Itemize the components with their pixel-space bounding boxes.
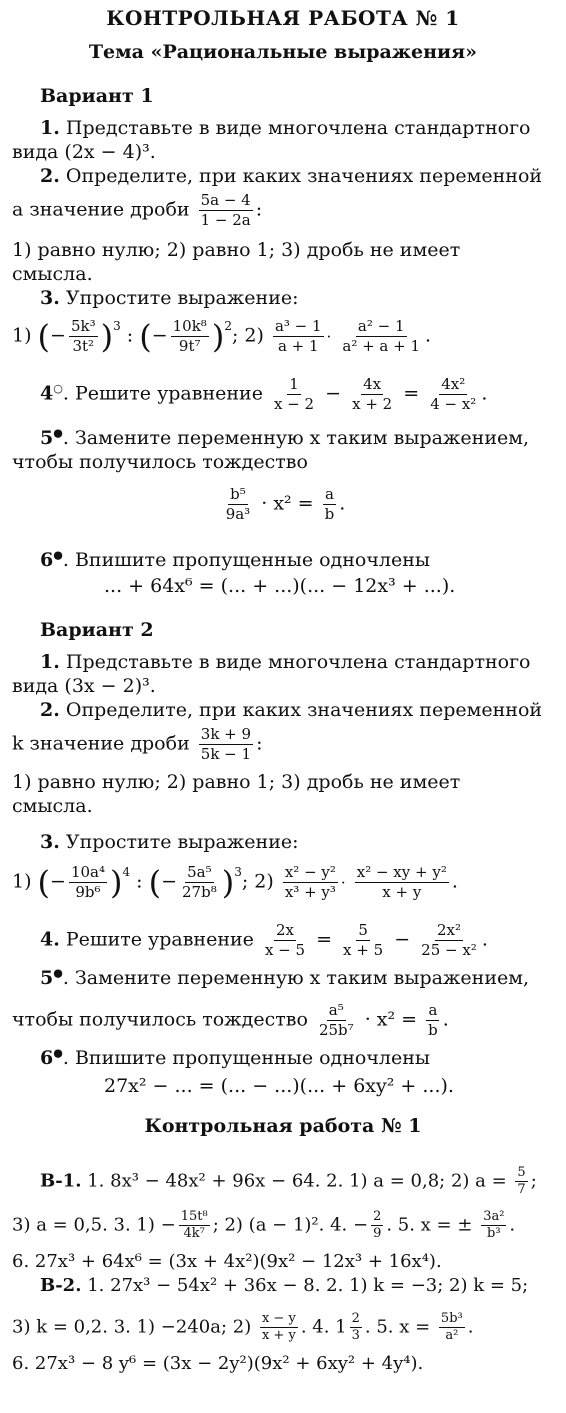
v1-task-2-line-2: a значение дроби $\frac{5a - 4}{1 - 2a}$ :: [12, 191, 263, 229]
v2-task-6-line-1: 6●. Впишите пропущенные одночлены: [40, 1046, 430, 1069]
v1-task-2-line-3: 1) равно нулю; 2) равно 1; 3) дробь не имеет: [12, 239, 461, 261]
v2-task-5-line-1: 5●. Замените переменную x таким выражением,: [40, 966, 530, 989]
v2-task-2-line-2: k значение дроби $\frac{3k + 9}{5k - 1}$ :: [12, 725, 263, 763]
v1-task-5-line-1: 5●. Замените переменную x таким выражением,: [40, 426, 530, 449]
v2-task-1-line-2: вида (3x − 2)³.: [12, 675, 156, 697]
v1-task-1-line-2: вида (2x − 4)³.: [12, 141, 156, 163]
v1-task-3-expr: 1) (− $\frac{\text{5k³}}{\text{3t²}}$ )$^3$ : (− $\frac{\text{10k⁸}}{\text{9t⁷}}$ )$^2$; 2) $\frac{\text{a³ − 1}}{a + 1}$ · $\frac{\text{a² − 1}}{\text{a² + a + 1}}$ .: [12, 317, 432, 356]
v1-task-5-identity: $\frac{\text{b⁵}}{\text{9a³}}$ · x² = $\frac{a}{b}$ .: [225, 485, 346, 523]
v2-task-3-expr: 1) (− $\frac{\text{10a⁴}}{\text{9b⁶}}$ )$^4$ : (− $\frac{\text{5a⁵}}{\text{27b⁸}}$ )$^3$; 2) $\frac{\text{x² − y²}}{\text{x³ + y³}}$ · $\frac{\text{x² − xy + y²}}{x + y}$ .: [12, 863, 458, 902]
page-subtitle: Тема «Рациональные выражения»: [88, 41, 478, 63]
v2-task-2-line-4: смысла.: [12, 795, 93, 817]
page-title: КОНТРОЛЬНАЯ РАБОТА № 1: [106, 6, 460, 30]
variant-2-heading: Вариант 2: [40, 619, 154, 641]
v2-fraction: $\frac{3k + 9}{5k - 1}$: [200, 725, 252, 763]
variant-1-heading: Вариант 1: [40, 85, 154, 107]
v2-task-6-line-2: 27x² − ... = (... − ...)(... + 6xy² + ...).: [104, 1075, 454, 1097]
v2-task-1-line-1: 1. Представьте в виде многочлена стандартного: [40, 651, 531, 673]
answers-v1-line-2: 3) a = 0,5. 3. 1) − $\frac{\text{15t⁸}}{\text{4k⁷}}$ ; 2) (a − 1)². 4. − $\frac{2}{9}$ . 5. x = ± $\frac{\text{3a²}}{\text{b³}}$ .: [12, 1209, 516, 1241]
answers-v1-line-3: 6. 27x³ + 64x⁶ = (3x + 4x²)(9x² − 12x³ + 16x⁴).: [12, 1251, 442, 1272]
v1-task-2-line-1: 2. Определите, при каких значениях переменной: [40, 165, 543, 187]
answers-v2-line-3: 6. 27x³ − 8 y⁶ = (3x − 2y²)(9x² + 6xy² + 4y⁴).: [12, 1353, 424, 1374]
answers-heading: Контрольная работа № 1: [144, 1115, 422, 1137]
answers-v1-line-1: В-1. 1. 8x³ − 48x² + 96x − 64. 2. 1) a = 0,8; 2) a = $\frac{5}{7}$ ;: [40, 1165, 537, 1197]
v2-task-2-line-3: 1) равно нулю; 2) равно 1; 3) дробь не имеет: [12, 771, 461, 793]
v1-task-5-line-2: чтобы получилось тождество: [12, 451, 308, 473]
v2-task-4: 4. Решите уравнение $\frac{2x}{x - 5}$ = $\frac{5}{x + 5}$ − $\frac{\text{2x²}}{\text{25 − x²}}$ .: [40, 921, 488, 959]
v1-task-3-line-1: 3. Упростите выражение:: [40, 287, 299, 309]
v1-task-4: 4○. Решите уравнение $\frac{1}{x - 2}$ − $\frac{4x}{x + 2}$ = $\frac{\text{4x²}}{\text{4 − x²}}$ .: [40, 375, 488, 413]
answers-v2-line-2: 3) k = 0,2. 3. 1) −240a; 2) $\frac{x - y}{x + y}$ . 4. 1 $\frac{2}{3}$ . 5. x = $\frac{\text{5b³}}{\text{a²}}$ .: [12, 1311, 474, 1343]
v1-task-2-line-4: смысла.: [12, 263, 93, 285]
v2-task-5-line-2: чтобы получилось тождество $\frac{\text{a⁵}}{\text{25b⁷}}$ · x² = $\frac{a}{b}$ .: [12, 1001, 449, 1039]
v1-task-6-line-1: 6●. Впишите пропущенные одночлены: [40, 548, 430, 571]
v1-task-1-line-1: 1. Представьте в виде многочлена стандартного: [40, 117, 531, 139]
v2-task-3-line-1: 3. Упростите выражение:: [40, 831, 299, 853]
v2-task-2-line-1: 2. Определите, при каких значениях переменной: [40, 699, 543, 721]
v1-task-6-line-2: ... + 64x⁶ = (... + ...)(... − 12x³ + ...).: [104, 575, 456, 597]
answers-v2-line-1: В-2. 1. 27x³ − 54x² + 36x − 8. 2. 1) k = −3; 2) k = 5;: [40, 1275, 529, 1296]
v1-fraction: $\frac{5a - 4}{1 - 2a}$: [200, 191, 251, 229]
